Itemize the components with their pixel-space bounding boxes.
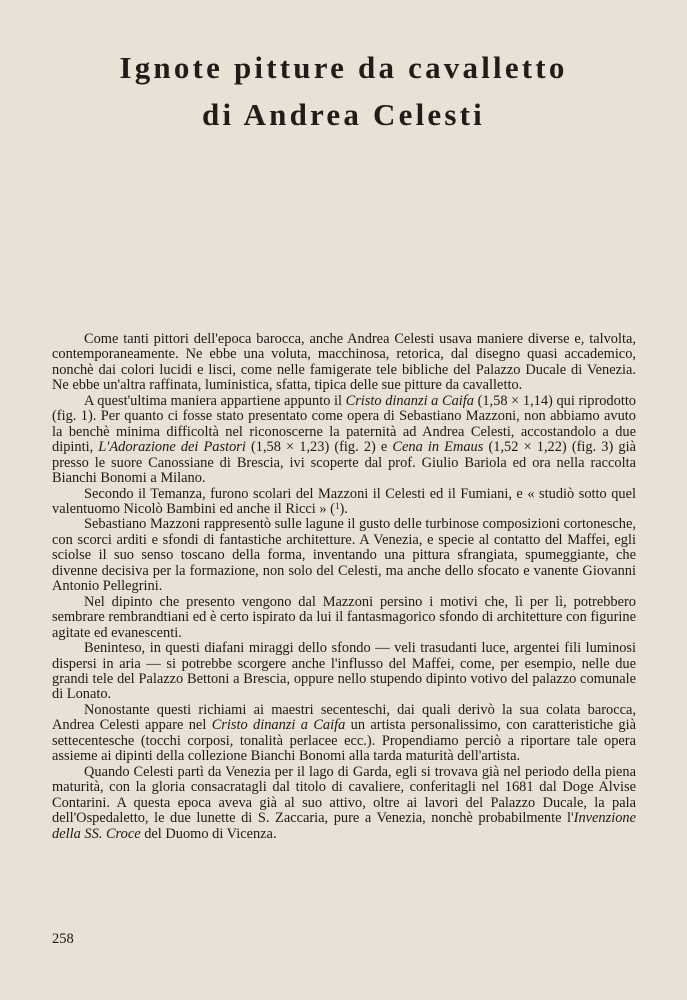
paragraph: Nonostante questi richiami ai maestri secenteschi, dai quali derivò la sua colata barocca, Andrea Celesti appare nel Cristo dinanzi a Caifa un artista personalissimo, con caratteristiche già settecentesche (tocchi corposi, tonalità perlacee ecc.). Propendiamo perciò a riportare tale opera assieme ai dipinti della collezione Bianchi Bonomi alla tarda maturità dell'artista. — [52, 701, 636, 765]
italic-title: Cena in Emaus — [392, 439, 484, 456]
paragraph: Beninteso, in questi diafani miraggi dello sfondo — veli trasudanti luce, argentei fili luminosi dispersi in aria — si potrebbe scorgere anche l'influsso del Maffei, come, per esempio, nelle due grandi tele del Palazzo Bettoni a Brescia, oppure nello stupendo dipinto votivo del palazzo comunale di Lonato. — [52, 640, 636, 703]
paragraph: A quest'ultima maniera appartiene appunto il Cristo dinanzi a Caifa (1,58 × 1,14) qui riprodotto (fig. 1). Per quanto ci fosse stato presentato come opera di Sebastiano Mazzoni, non abbiamo avuto la benchè minima difficoltà nel riconoscerne la paternità ad Andrea Celesti, accostandolo a due dipinti, L'Adorazione dei Pastori (1,58 × 1,23) (fig. 2) e Cena in Emaus (1,52 × 1,22) (fig. 3) già presso le suore Canossiane di Brescia, ivi scoperte dal prof. Giulio Bariola ed ora nella raccolta Bianchi Bonomi a Milano. — [52, 392, 637, 487]
italic-title: Invenzione della SS. Croce — [52, 810, 636, 842]
title-line-2: di Andrea Celesti — [202, 97, 485, 132]
italic-title: L'Adorazione dei Pastori — [98, 439, 246, 456]
article-body — [52, 332, 636, 842]
footnote-ref: 1 — [334, 500, 340, 511]
paragraph: Nel dipinto che presento vengono dal Mazzoni persino i motivi che, lì per lì, potrebbero sembrare rembrandtiani ed è certo ispirato da lui il fantasmagorico sfondo di architetture con figurine agitate ed evanescenti. — [52, 593, 636, 641]
page-number: 258 — [52, 931, 74, 947]
paragraph: Secondo il Temanza, furono scolari del Mazzoni il Celesti ed il Fumiani, e « studiò sotto quel valentuomo Nicolò Bambini ed anche il Ricci » ($^1$). — [52, 485, 636, 517]
paragraph: Come tanti pittori dell'epoca barocca, anche Andrea Celesti usava maniere diverse e, talvolta, contemporaneamente. Ne ebbe una voluta, macchinosa, retorica, dal disegno quasi accademico, nonchè dai colori lucidi e lisci, come nelle famigerate tele bibliche del Palazzo Ducale di Venezia. Ne ebbe un'altra raffinata, luministica, sfatta, tipica delle sue pitture da cavalletto. — [52, 331, 636, 394]
italic-title: Cristo dinanzi a Caifa — [211, 717, 346, 734]
italic-title: Cristo dinanzi a Caifa — [345, 392, 474, 409]
paragraph: Quando Celesti partì da Venezia per il lago di Garda, egli si trovava già nel periodo della piena maturità, con la gloria consacratagli dal titolo di cavaliere, conferitagli nel 1681 dal Doge Alvise Contarini. A questa epoca aveva già al suo attivo, oltre ai lavori del Palazzo Ducale, la pala dell'Ospedaletto, le due lunette di S. Zaccaria, pure a Venezia, nonchè probabilmente l'Invenzione della SS. Croce del Duomo di Vicenza. — [52, 763, 636, 842]
paragraph: Sebastiano Mazzoni rappresentò sulle lagune il gusto delle turbinose composizioni cortonesche, con scorci arditi e sfondi di fantastiche architetture. A Venezia, e specie al contatto del Maffei, egli sciolse il suo senso toscano della forma, inventando una pittura sfrangiata, spumeggiante, che divenne decisiva per la formazione, non solo del Celesti, ma anche dello sfocato e vanente Giovanni Antonio Pellegrini. — [52, 516, 636, 595]
title-line-1: Ignote pitture da cavalletto — [119, 50, 568, 85]
